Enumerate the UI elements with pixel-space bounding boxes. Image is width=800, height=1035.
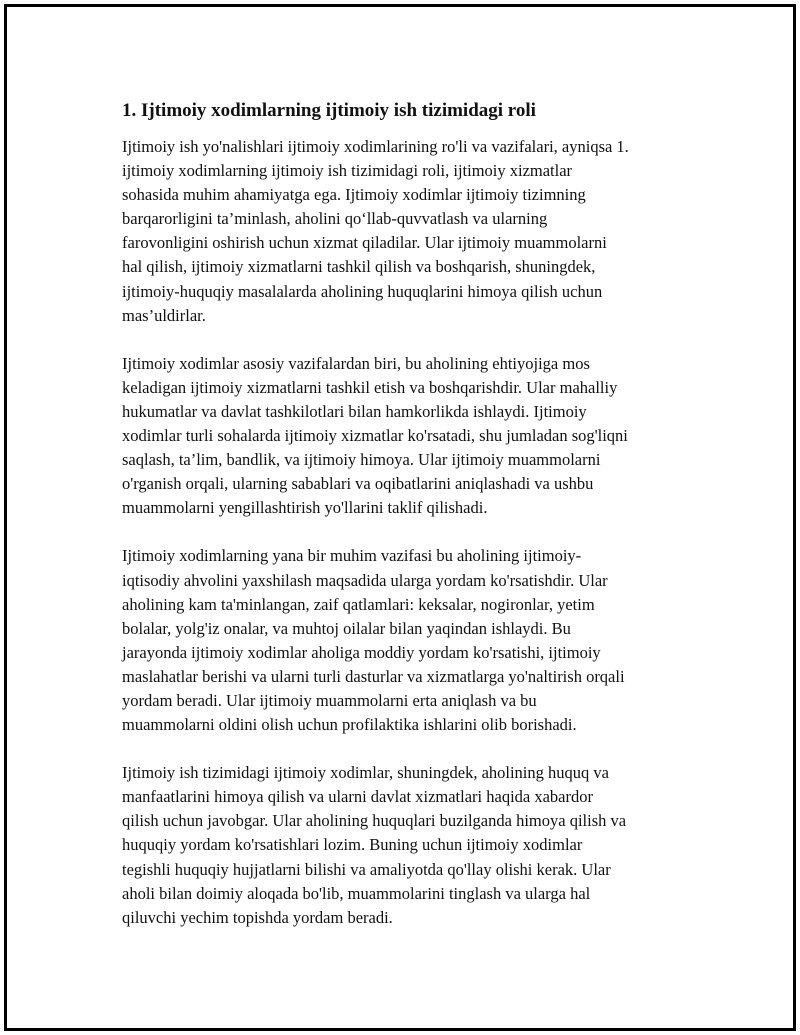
text-line: tegishli huquqiy hujjatlarni bilishi va amaliyotda qo'llay olishi kerak. Ular (122, 859, 611, 879)
text-line: mas’uldirlar. (122, 305, 206, 325)
text-line: qiluvchi yechim topishda yordam beradi. (122, 907, 393, 927)
text-line: ijtimoiy xodimlarning ijtimoiy ish tizimidagi roli, ijtimoiy xizmatlar (122, 161, 573, 181)
text-line: o'rganish orqali, ularning sabablari va oqibatlarini aniqlashadi va ushbu (122, 474, 594, 494)
text-line: sohasida muhim ahamiyatga ega. Ijtimoiy xodimlar ijtimoiy tizimning (122, 185, 586, 205)
paragraph-spacer (122, 737, 697, 761)
text-line: qilish uchun javobgar. Ular aholining huquqlari buzilganda himoya qilish va (122, 811, 627, 831)
text-line: huquqiy yordam ko'rsatishlari lozim. Buning uchun ijtimoiy xodimlar (122, 835, 583, 855)
paragraph-1 (122, 135, 697, 328)
text-line: aholi bilan doimiy aloqada bo'lib, muammolarini tinglash va ularga hal (122, 883, 591, 903)
text-line: manfaatlarini himoya qilish va ularni davlat xizmatlari haqida xabardor (122, 787, 593, 807)
text-line: Ijtimoiy ish tizimidagi ijtimoiy xodimlar, shuningdek, aholining huquq va (122, 763, 609, 783)
text-line: hal qilish, ijtimoiy xizmatlarni tashkil qilish va boshqarish, shuningdek, (122, 257, 596, 277)
text-line: hukumatlar va davlat tashkilotlari bilan hamkorlikda ishlaydi. Ijtimoiy (122, 401, 587, 421)
text-line: iqtisodiy ahvolini yaxshilash maqsadida ularga yordam ko'rsatishdir. Ular (122, 570, 608, 590)
paragraph-spacer (122, 328, 697, 352)
text-line: Ijtimoiy xodimlar asosiy vazifalardan biri, bu aholining ehtiyojiga mos (122, 353, 590, 373)
text-line: aholining kam ta'minlangan, zaif qatlamlari: keksalar, nogironlar, yetim (122, 594, 595, 614)
paragraph-4 (122, 761, 697, 930)
paragraph-2 (122, 352, 697, 521)
text-line: ijtimoiy-huquqiy masalalarda aholining huquqlarini himoya qilish uchun (122, 281, 603, 301)
paragraph-3 (122, 544, 697, 737)
text-line: xodimlar turli sohalarda ijtimoiy xizmatlar ko'rsatadi, shu jumladan sog'liqni (122, 426, 628, 446)
text-line: Ijtimoiy ish yo'nalishlari ijtimoiy xodimlarining ro'li va vazifalari, ayniqsa 1. (122, 137, 629, 156)
text-line: muammolarni yengillashtirish yo'llarini taklif qilishadi. (122, 498, 488, 518)
text-line: yordam beradi. Ular ijtimoiy muammolarni erta aniqlash va bu (122, 690, 537, 710)
text-line: keladigan ijtimoiy xizmatlarni tashkil etish va boshqarishdir. Ular mahalliy (122, 377, 618, 397)
text-line: barqarorligini ta’minlash, aholini qo‘llab-quvvatlash va ularning (122, 209, 548, 229)
document-body (122, 97, 697, 930)
text-line: bolalar, yolg'iz onalar, va muhtoj oilalar bilan yaqindan ishlaydi. Bu (122, 618, 571, 638)
text-line: maslahatlar berishi va ularni turli dasturlar va xizmatlarga yo'naltirish orqali (122, 666, 625, 686)
paragraph-spacer (122, 520, 697, 544)
section-heading: 1. Ijtimoiy xodimlarning ijtimoiy ish tizimidagi roli (122, 100, 536, 121)
page-frame (4, 4, 796, 1031)
text-line: jarayonda ijtimoiy xodimlar aholiga moddiy yordam ko'rsatishi, ijtimoiy (122, 642, 601, 662)
text-line: saqlash, ta’lim, bandlik, va ijtimoiy himoya. Ular ijtimoiy muammolarni (122, 450, 601, 470)
text-line: farovonligini oshirish uchun xizmat qiladilar. Ular ijtimoiy muammolarni (122, 233, 607, 253)
text-line: muammolarni oldini olish uchun profilaktika ishlarini olib borishadi. (122, 715, 577, 735)
text-line: Ijtimoiy xodimlarning yana bir muhim vazifasi bu aholining ijtimoiy- (122, 546, 582, 566)
